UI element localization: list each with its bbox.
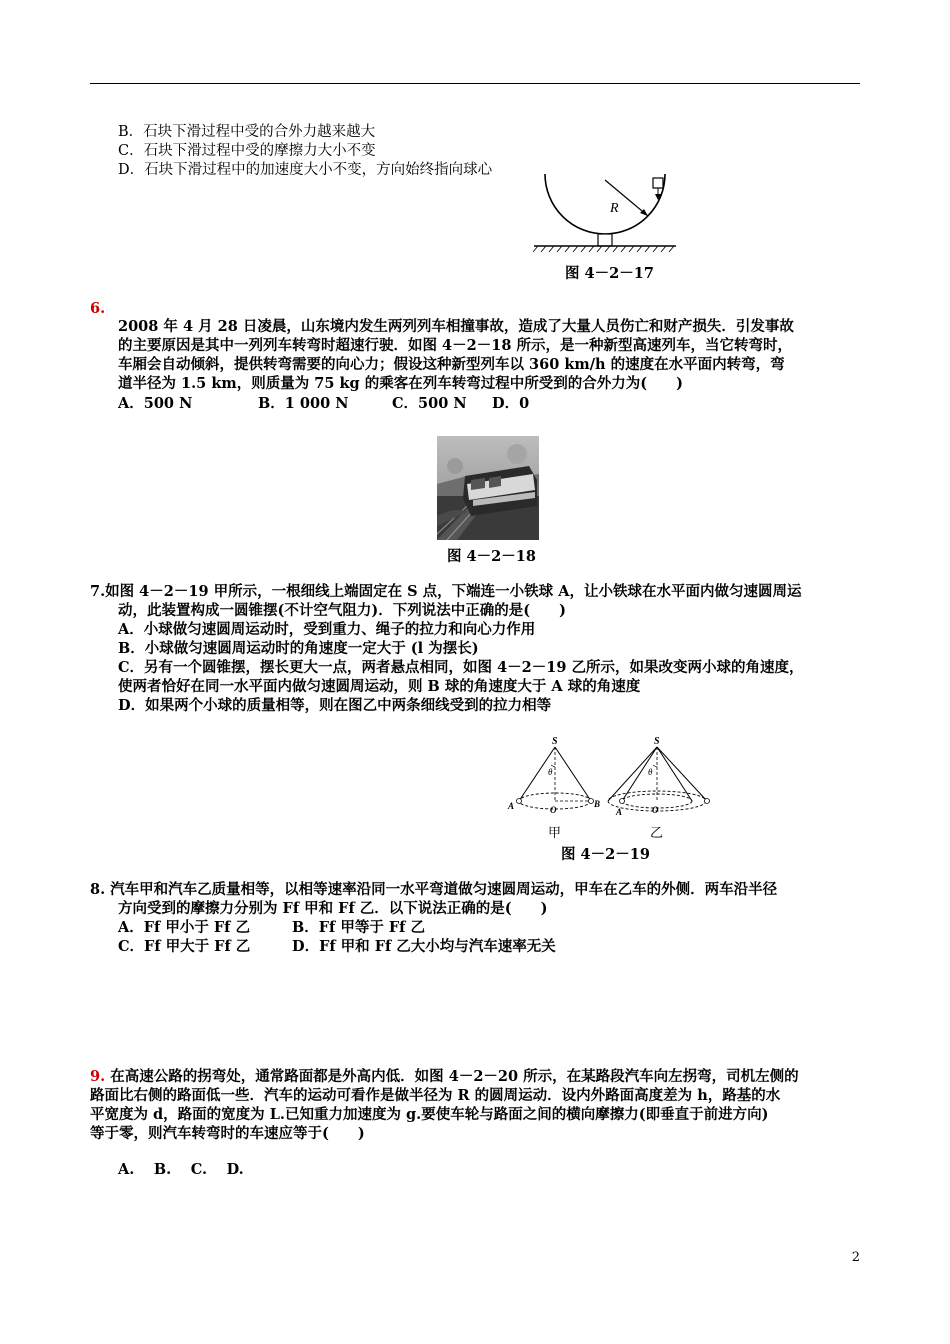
q7-option-d: D．如果两个小球的质量相等，则在图乙中两条细线受到的拉力相等 — [118, 697, 552, 714]
q7-option-c-1: C．另有一个圆锥摆，摆长更大一点，两者悬点相同，如图 4－2－19 乙所示，如果改变两小球的角速度， — [118, 659, 804, 676]
q9-line-2: 路面比右侧的路面低一些．汽车的运动可看作是做半径为 R 的圆周运动．设内外路面高度差为 h，路基的水 — [90, 1087, 781, 1104]
q9-number: 9. — [90, 1068, 106, 1085]
figure-4-2-19-yi — [604, 733, 719, 843]
header-rule — [90, 83, 860, 84]
q5-option-c: C．石块下滑过程中受的摩擦力大小不变 — [118, 143, 376, 159]
q6-line-3: 车厢会自动倾斜，提供转弯需要的向心力；假设这种新型列车以 360 km/h 的速度在水平面内转弯，弯 — [118, 356, 785, 373]
q8-option-c: C．Ff 甲大于 Ff 乙 — [118, 938, 251, 955]
svg-text:S: S — [552, 736, 558, 747]
q7-option-a: A．小球做匀速圆周运动时，受到重力、绳子的拉力和向心力作用 — [118, 621, 536, 638]
svg-text:O: O — [550, 805, 557, 815]
q8-line-2: 方向受到的摩擦力分别为 Ff 甲和 Ff 乙．以下说法正确的是( ) — [118, 900, 548, 917]
figure-4-2-19-jia — [508, 733, 608, 843]
q7-line-2: 动，此装置构成一圆锥摆(不计空气阻力)．下列说法中正确的是( ) — [118, 602, 566, 619]
q6-option-c: C．500 N — [392, 395, 467, 412]
svg-text:θ: θ — [548, 767, 553, 777]
figure-4-2-17 — [530, 172, 680, 258]
figure-4-2-17-caption: 图 4－2－17 — [565, 265, 654, 282]
q7-option-c-2: 使两者恰好在同一水平面内做匀速圆周运动，则 B 球的角速度大于 A 球的角速度 — [118, 678, 641, 695]
q9-options: A. B. C. D. — [118, 1161, 244, 1178]
q7-option-b: B．小球做匀速圆周运动时的角速度一定大于 (l 为摆长) — [118, 640, 479, 657]
q6-line-1: 2008 年 4 月 28 日凌晨，山东境内发生两列列车相撞事故，造成了大量人员伤亡和财产损失．引发事故 — [118, 318, 794, 335]
svg-text:A: A — [508, 801, 515, 811]
q9-line-1: 9. 在高速公路的拐弯处，通常路面都是外高内低．如图 4－2－20 所示，在某路段汽车向左拐弯，司机左侧的 — [90, 1068, 799, 1085]
q8-option-a: A．Ff 甲小于 Ff 乙 — [118, 919, 250, 936]
q6-option-b: B．1 000 N — [258, 395, 349, 412]
svg-text:B: B — [594, 799, 601, 809]
train-photo — [437, 436, 539, 540]
q7-line-1: 7.如图 4－2－19 甲所示，一根细线上端固定在 S 点，下端连一小铁球 A，让小铁球在水平面内做匀速圆周运 — [90, 583, 802, 600]
figure-4-2-18-caption: 图 4－2－18 — [447, 548, 536, 565]
page-number: 2 — [851, 1250, 860, 1265]
q5-option-b: B．石块下滑过程中受的合外力越来越大 — [118, 124, 376, 140]
q6-option-d: D．0 — [492, 395, 530, 412]
figure-label-r: R — [610, 201, 619, 216]
label-yi: 乙 — [650, 826, 664, 841]
q6-line-4: 道半径为 1.5 km，则质量为 75 kg 的乘客在列车转弯过程中所受到的合外力为( ) — [118, 375, 683, 392]
q6-option-a: A．500 N — [118, 395, 193, 412]
q6-line-2: 的主要原因是其中一列列车转弯时超速行驶．如图 4－2－18 所示，是一种新型高速列车，当它转弯时， — [118, 337, 792, 354]
label-jia: 甲 — [548, 826, 562, 841]
svg-text:S: S — [654, 736, 660, 747]
figure-4-2-19-caption: 图 4－2－19 — [561, 846, 650, 863]
svg-text:A: A — [616, 807, 623, 817]
q8-line-1: 8. 汽车甲和汽车乙质量相等，以相等速率沿同一水平弯道做匀速圆周运动，甲车在乙车的外侧．两车沿半径 — [90, 881, 778, 898]
svg-text:θ: θ — [648, 767, 653, 777]
q8-option-b: B．Ff 甲等于 Ff 乙 — [292, 919, 425, 936]
q9-line-3: 平宽度为 d，路面的宽度为 L.已知重力加速度为 g.要使车轮与路面之间的横向摩擦力(即垂直于前进方向) — [90, 1106, 769, 1123]
svg-text:O: O — [652, 805, 659, 815]
q6-number: 6. — [90, 300, 106, 317]
q5-option-d: D．石块下滑过程中的加速度大小不变，方向始终指向球心 — [118, 162, 493, 178]
q9-line-4: 等于零，则汽车转弯时的车速应等于( ) — [90, 1125, 365, 1142]
q8-option-d: D．Ff 甲和 Ff 乙大小均与汽车速率无关 — [292, 938, 556, 955]
